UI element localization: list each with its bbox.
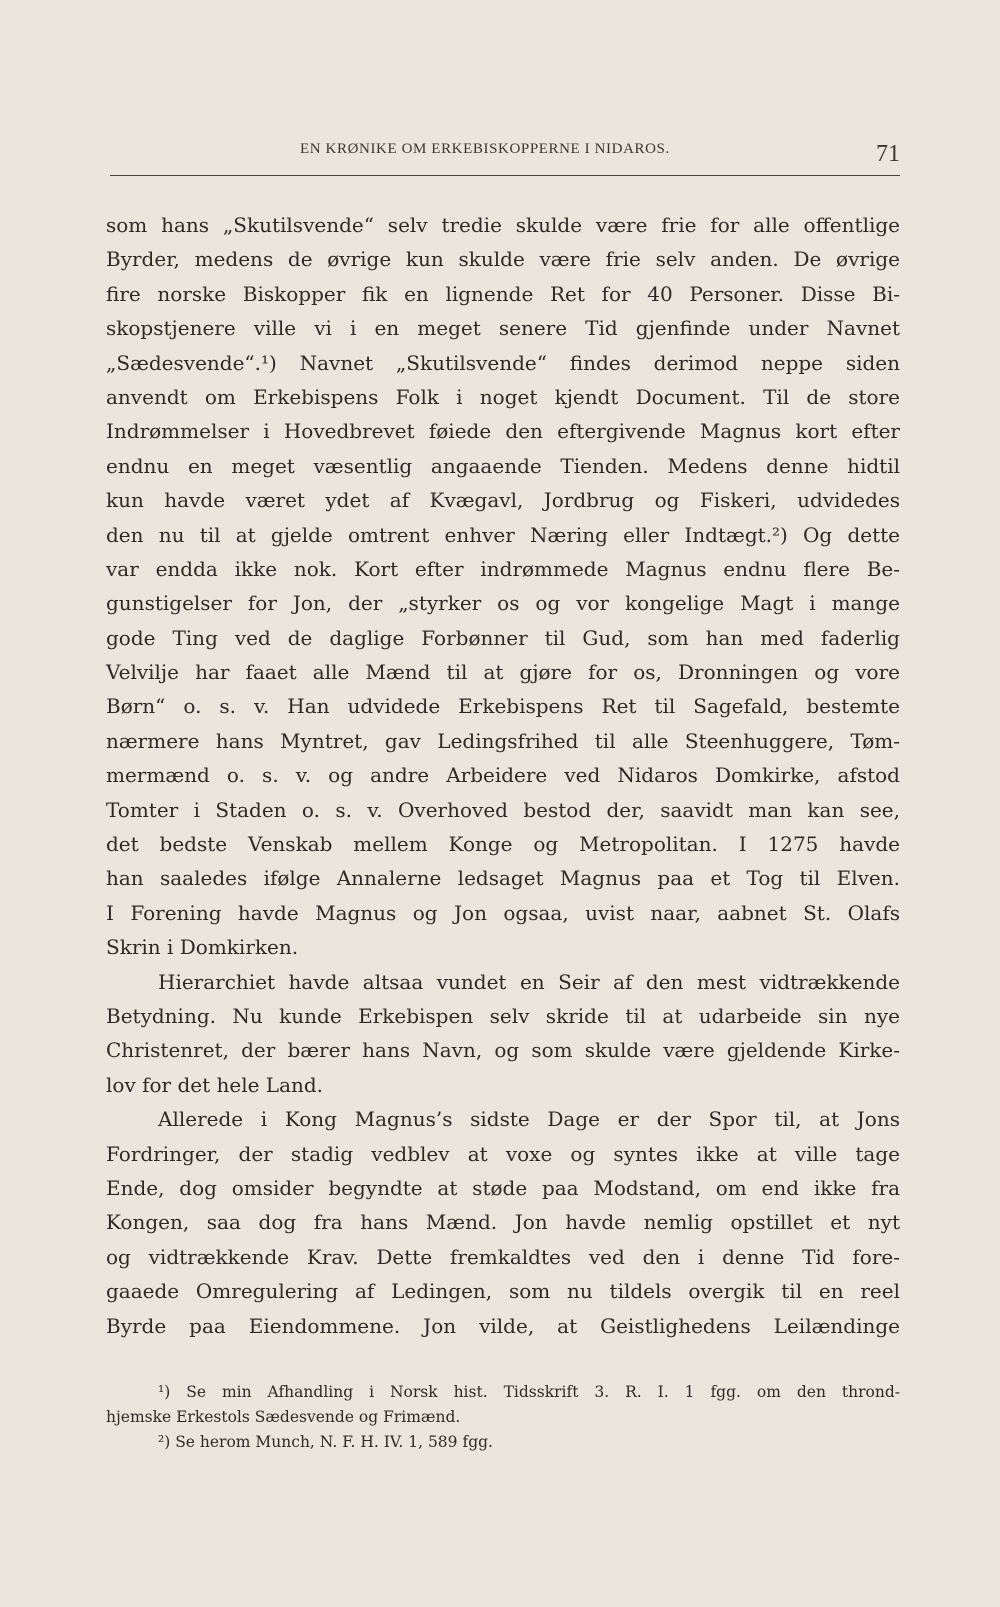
- text-line: endnu en meget væsentlig angaaende Tienden. Medens denne hidtil: [106, 453, 900, 478]
- text-line: var endda ikke nok. Kort efter indrømmede Magnus endnu flere Be-: [106, 556, 900, 581]
- text-line: skopstjenere ville vi i en meget senere Tid gjenfinde under Navnet: [106, 316, 900, 341]
- paragraph-start-line: Allerede i Kong Magnus’s sidste Dage er der Spor til, at Jons: [158, 1107, 900, 1132]
- text-line: nærmere hans Myntret, gav Ledingsfrihed til alle Steenhuggere, Tøm-: [106, 728, 900, 753]
- text-line: Børn“ o. s. v. Han udvidede Erkebispens Ret til Sagefald, bestemte: [106, 694, 900, 719]
- text-line: mermænd o. s. v. og andre Arbeidere ved Nidaros Domkirke, afstod: [106, 763, 900, 788]
- text-line: kun havde været ydet af Kvægavl, Jordbrug og Fiskeri, udvidedes: [106, 488, 900, 513]
- text-line: Kongen, saa dog fra hans Mænd. Jon havde nemlig opstillet et nyt: [106, 1210, 900, 1235]
- footnotes: [106, 1380, 900, 1455]
- text-line: gode Ting ved de daglige Forbønner til Gud, som han med faderlig: [106, 625, 900, 650]
- text-line: han saaledes ifølge Annalerne ledsaget Magnus paa et Tog til Elven.: [106, 866, 900, 891]
- text-line: den nu til at gjelde omtrent enhver Næring eller Indtægt.²) Og dette: [106, 522, 900, 547]
- text-line: Byrde paa Eiendommene. Jon vilde, at Geistlighedens Leilændinge: [106, 1313, 900, 1338]
- text-line: lov for det hele Land.: [106, 1072, 324, 1097]
- footnote-2: ²) Se herom Munch, N. F. H. IV. 1, 589 fgg.: [158, 1433, 493, 1451]
- text-line: Indrømmelser i Hovedbrevet føiede den eftergivende Magnus kort efter: [106, 419, 900, 444]
- text-line: Fordringer, der stadig vedblev at voxe og syntes ikke at ville tage: [106, 1141, 900, 1166]
- text-line: I Forening havde Magnus og Jon ogsaa, uvist naar, aabnet St. Olafs: [106, 900, 900, 925]
- text-line: Byrder, medens de øvrige kun skulde være frie selv anden. De øvrige: [106, 247, 900, 272]
- body-text: [106, 208, 900, 1343]
- text-line: Christenret, der bærer hans Navn, og som skulde være gjeldende Kirke-: [106, 1038, 900, 1063]
- text-line: „Sædesvende“.¹) Navnet „Skutilsvende“ findes derimod neppe siden: [106, 350, 900, 375]
- footnote-1-continued: hjemske Erkestols Sædesvende og Frimænd.: [106, 1408, 461, 1426]
- text-line: og vidtrækkende Krav. Dette fremkaldtes ved den i denne Tid fore-: [106, 1244, 900, 1269]
- text-line: gunstigelser for Jon, der „styrker os og vor kongelige Magt i mange: [106, 591, 900, 616]
- text-line: Skrin i Domkirken.: [106, 935, 299, 960]
- text-line: Tomter i Staden o. s. v. Overhoved bestod der, saavidt man kan see,: [106, 797, 900, 822]
- text-line: Betydning. Nu kunde Erkebispen selv skride til at udarbeide sin nye: [106, 1003, 900, 1028]
- running-title: EN KRØNIKE OM ERKEBISKOPPERNE I NIDAROS.: [300, 141, 670, 157]
- running-header: [110, 135, 900, 176]
- text-line: som hans „Skutilsvende“ selv tredie skulde være frie for alle offentlige: [106, 213, 900, 237]
- text-line: det bedste Venskab mellem Konge og Metropolitan. I 1275 havde: [106, 832, 900, 857]
- text-line: Ende, dog omsider begyndte at støde paa Modstand, om end ikke fra: [106, 1175, 900, 1200]
- footnote-1: ¹) Se min Afhandling i Norsk hist. Tidsskrift 3. R. I. 1 fgg. om den thrond-: [158, 1383, 900, 1401]
- text-line: gaaede Omregulering af Ledingen, som nu tildels overgik til en reel: [106, 1279, 900, 1304]
- text-line: anvendt om Erkebispens Folk i noget kjendt Document. Til de store: [106, 384, 900, 409]
- text-line: Velvilje har faaet alle Mænd til at gjøre for os, Dronningen og vore: [106, 660, 900, 685]
- text-line: fire norske Biskopper fik en lignende Ret for 40 Personer. Disse Bi-: [106, 281, 900, 306]
- paragraph-start-line: Hierarchiet havde altsaa vundet en Seir af den mest vidtrækkende: [158, 969, 900, 994]
- page-number: 71: [876, 141, 900, 167]
